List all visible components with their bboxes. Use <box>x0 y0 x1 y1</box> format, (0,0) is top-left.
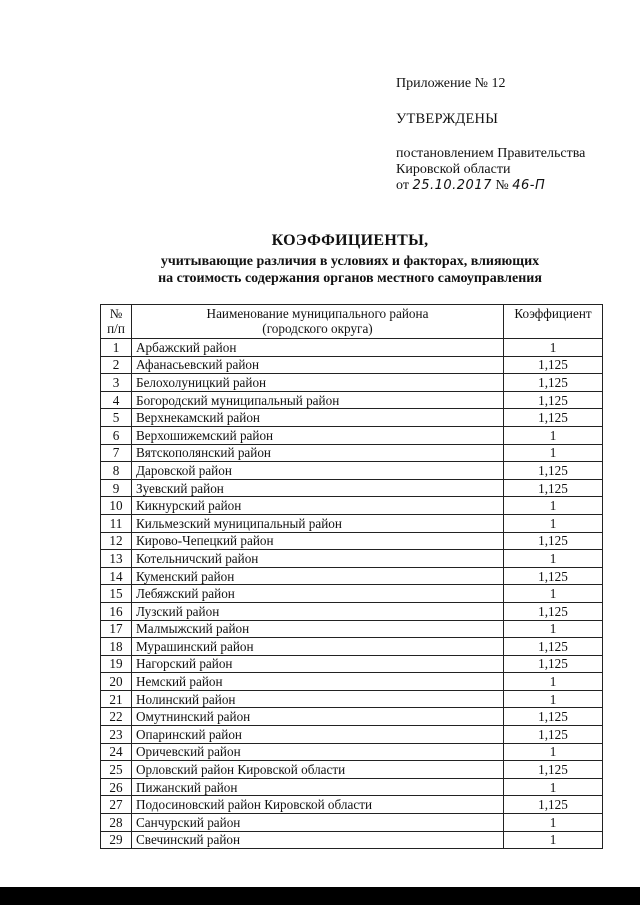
coefficient-value: 1,125 <box>504 532 603 550</box>
coefficient-value: 1 <box>504 814 603 832</box>
row-number: 5 <box>101 409 132 427</box>
table-row <box>101 374 603 392</box>
table-row <box>101 514 603 532</box>
table-row <box>101 708 603 726</box>
coefficient-value: 1 <box>504 831 603 849</box>
coefficient-value: 1 <box>504 444 603 462</box>
row-number: 23 <box>101 726 132 744</box>
handwritten-number: 46-П <box>512 178 546 193</box>
coefficients-table <box>100 304 603 849</box>
coefficient-value: 1,125 <box>504 638 603 656</box>
table-body <box>101 339 603 849</box>
coefficient-value: 1 <box>504 514 603 532</box>
table-header-row <box>101 305 603 339</box>
coefficient-value: 1,125 <box>504 374 603 392</box>
table-row <box>101 673 603 691</box>
table-row <box>101 409 603 427</box>
coefficient-value: 1 <box>504 550 603 568</box>
table-row <box>101 743 603 761</box>
district-name: Арбажский район <box>132 339 504 357</box>
row-number: 18 <box>101 638 132 656</box>
resolution-line2: Кировской области <box>396 162 511 177</box>
row-number: 16 <box>101 602 132 620</box>
district-name: Богородский муниципальный район <box>132 391 504 409</box>
handwritten-date: 25.10.2017 <box>412 178 492 193</box>
row-number: 2 <box>101 356 132 374</box>
coefficient-value: 1,125 <box>504 726 603 744</box>
table-row <box>101 532 603 550</box>
table-row <box>101 444 603 462</box>
row-number: 11 <box>101 514 132 532</box>
row-number: 22 <box>101 708 132 726</box>
row-number: 12 <box>101 532 132 550</box>
table-row <box>101 497 603 515</box>
district-name: Зуевский район <box>132 479 504 497</box>
district-name: Кикнурский район <box>132 497 504 515</box>
district-name: Санчурский район <box>132 814 504 832</box>
table-row <box>101 356 603 374</box>
row-number: 19 <box>101 655 132 673</box>
district-name: Малмыжский район <box>132 620 504 638</box>
district-name: Подосиновский район Кировской области <box>132 796 504 814</box>
table-row <box>101 726 603 744</box>
table-row <box>101 796 603 814</box>
district-name: Орловский район Кировской области <box>132 761 504 779</box>
district-name: Вятскополянский район <box>132 444 504 462</box>
coefficient-value: 1,125 <box>504 761 603 779</box>
coefficient-value: 1 <box>504 690 603 708</box>
date-prefix: от <box>396 178 409 193</box>
district-name: Верхошижемский район <box>132 426 504 444</box>
row-number: 24 <box>101 743 132 761</box>
table-row <box>101 585 603 603</box>
coefficient-value: 1 <box>504 497 603 515</box>
table-row <box>101 690 603 708</box>
table-row <box>101 462 603 480</box>
coefficient-value: 1 <box>504 673 603 691</box>
row-number: 20 <box>101 673 132 691</box>
subtitle-line1: учитывающие различия в условиях и факторах, влияющих <box>160 254 540 269</box>
coefficient-value: 1,125 <box>504 409 603 427</box>
row-number: 14 <box>101 567 132 585</box>
row-number: 28 <box>101 814 132 832</box>
table-row <box>101 339 603 357</box>
coefficient-value: 1,125 <box>504 462 603 480</box>
row-number: 10 <box>101 497 132 515</box>
district-name: Омутнинский район <box>132 708 504 726</box>
row-number: 17 <box>101 620 132 638</box>
row-number: 7 <box>101 444 132 462</box>
table-row <box>101 391 603 409</box>
coefficient-value: 1 <box>504 585 603 603</box>
coefficient-value: 1,125 <box>504 708 603 726</box>
district-name: Свечинский район <box>132 831 504 849</box>
row-number: 13 <box>101 550 132 568</box>
district-name: Лузский район <box>132 602 504 620</box>
scan-edge-bar <box>0 887 640 905</box>
row-number: 4 <box>101 391 132 409</box>
coefficient-value: 1 <box>504 620 603 638</box>
appendix-label: Приложение № 12 <box>396 76 506 91</box>
district-name: Кирово-Чепецкий район <box>132 532 504 550</box>
table-row <box>101 550 603 568</box>
row-number: 29 <box>101 831 132 849</box>
row-number: 15 <box>101 585 132 603</box>
coefficient-value: 1,125 <box>504 602 603 620</box>
row-number: 26 <box>101 778 132 796</box>
district-name: Нагорский район <box>132 655 504 673</box>
resolution-line1: постановлением Правительства <box>396 146 586 161</box>
district-name: Белохолуницкий район <box>132 374 504 392</box>
header-name: Наименование муниципального района (городского округа) <box>132 305 504 339</box>
district-name: Даровской район <box>132 462 504 480</box>
district-name: Куменский район <box>132 567 504 585</box>
table-row <box>101 426 603 444</box>
row-number: 21 <box>101 690 132 708</box>
table-row <box>101 814 603 832</box>
district-name: Опаринский район <box>132 726 504 744</box>
table-row <box>101 620 603 638</box>
district-name: Немский район <box>132 673 504 691</box>
district-name: Котельничский район <box>132 550 504 568</box>
table-row <box>101 831 603 849</box>
table-row <box>101 602 603 620</box>
table-row <box>101 638 603 656</box>
coefficient-value: 1 <box>504 339 603 357</box>
header-num: № п/п <box>101 305 132 339</box>
row-number: 25 <box>101 761 132 779</box>
coefficient-value: 1,125 <box>504 796 603 814</box>
coefficient-value: 1 <box>504 743 603 761</box>
document-title: КОЭФФИЦИЕНТЫ, <box>271 232 429 249</box>
coefficient-value: 1,125 <box>504 479 603 497</box>
number-prefix: № <box>495 178 509 193</box>
coefficient-value: 1 <box>504 778 603 796</box>
table-row <box>101 479 603 497</box>
row-number: 3 <box>101 374 132 392</box>
coefficient-value: 1,125 <box>504 655 603 673</box>
table-row <box>101 778 603 796</box>
district-name: Оричевский район <box>132 743 504 761</box>
district-name: Пижанский район <box>132 778 504 796</box>
coefficient-value: 1,125 <box>504 391 603 409</box>
table-row <box>101 761 603 779</box>
coefficient-value: 1,125 <box>504 567 603 585</box>
table-row <box>101 567 603 585</box>
row-number: 1 <box>101 339 132 357</box>
resolution-date-line <box>396 178 628 194</box>
district-name: Верхнекамский район <box>132 409 504 427</box>
district-name: Кильмезский муниципальный район <box>132 514 504 532</box>
row-number: 6 <box>101 426 132 444</box>
district-name: Мурашинский район <box>132 638 504 656</box>
district-name: Нолинский район <box>132 690 504 708</box>
header-coef: Коэффициент <box>504 305 603 339</box>
approved-label: УТВЕРЖДЕНЫ <box>396 111 499 127</box>
row-number: 9 <box>101 479 132 497</box>
district-name: Афанасьевский район <box>132 356 504 374</box>
row-number: 8 <box>101 462 132 480</box>
row-number: 27 <box>101 796 132 814</box>
coefficient-value: 1,125 <box>504 356 603 374</box>
district-name: Лебяжский район <box>132 585 504 603</box>
document-subtitle <box>130 253 570 287</box>
resolution-block <box>396 146 628 194</box>
subtitle-line2: на стоимость содержания органов местного самоуправления <box>158 271 542 286</box>
table-row <box>101 655 603 673</box>
coefficient-value: 1 <box>504 426 603 444</box>
